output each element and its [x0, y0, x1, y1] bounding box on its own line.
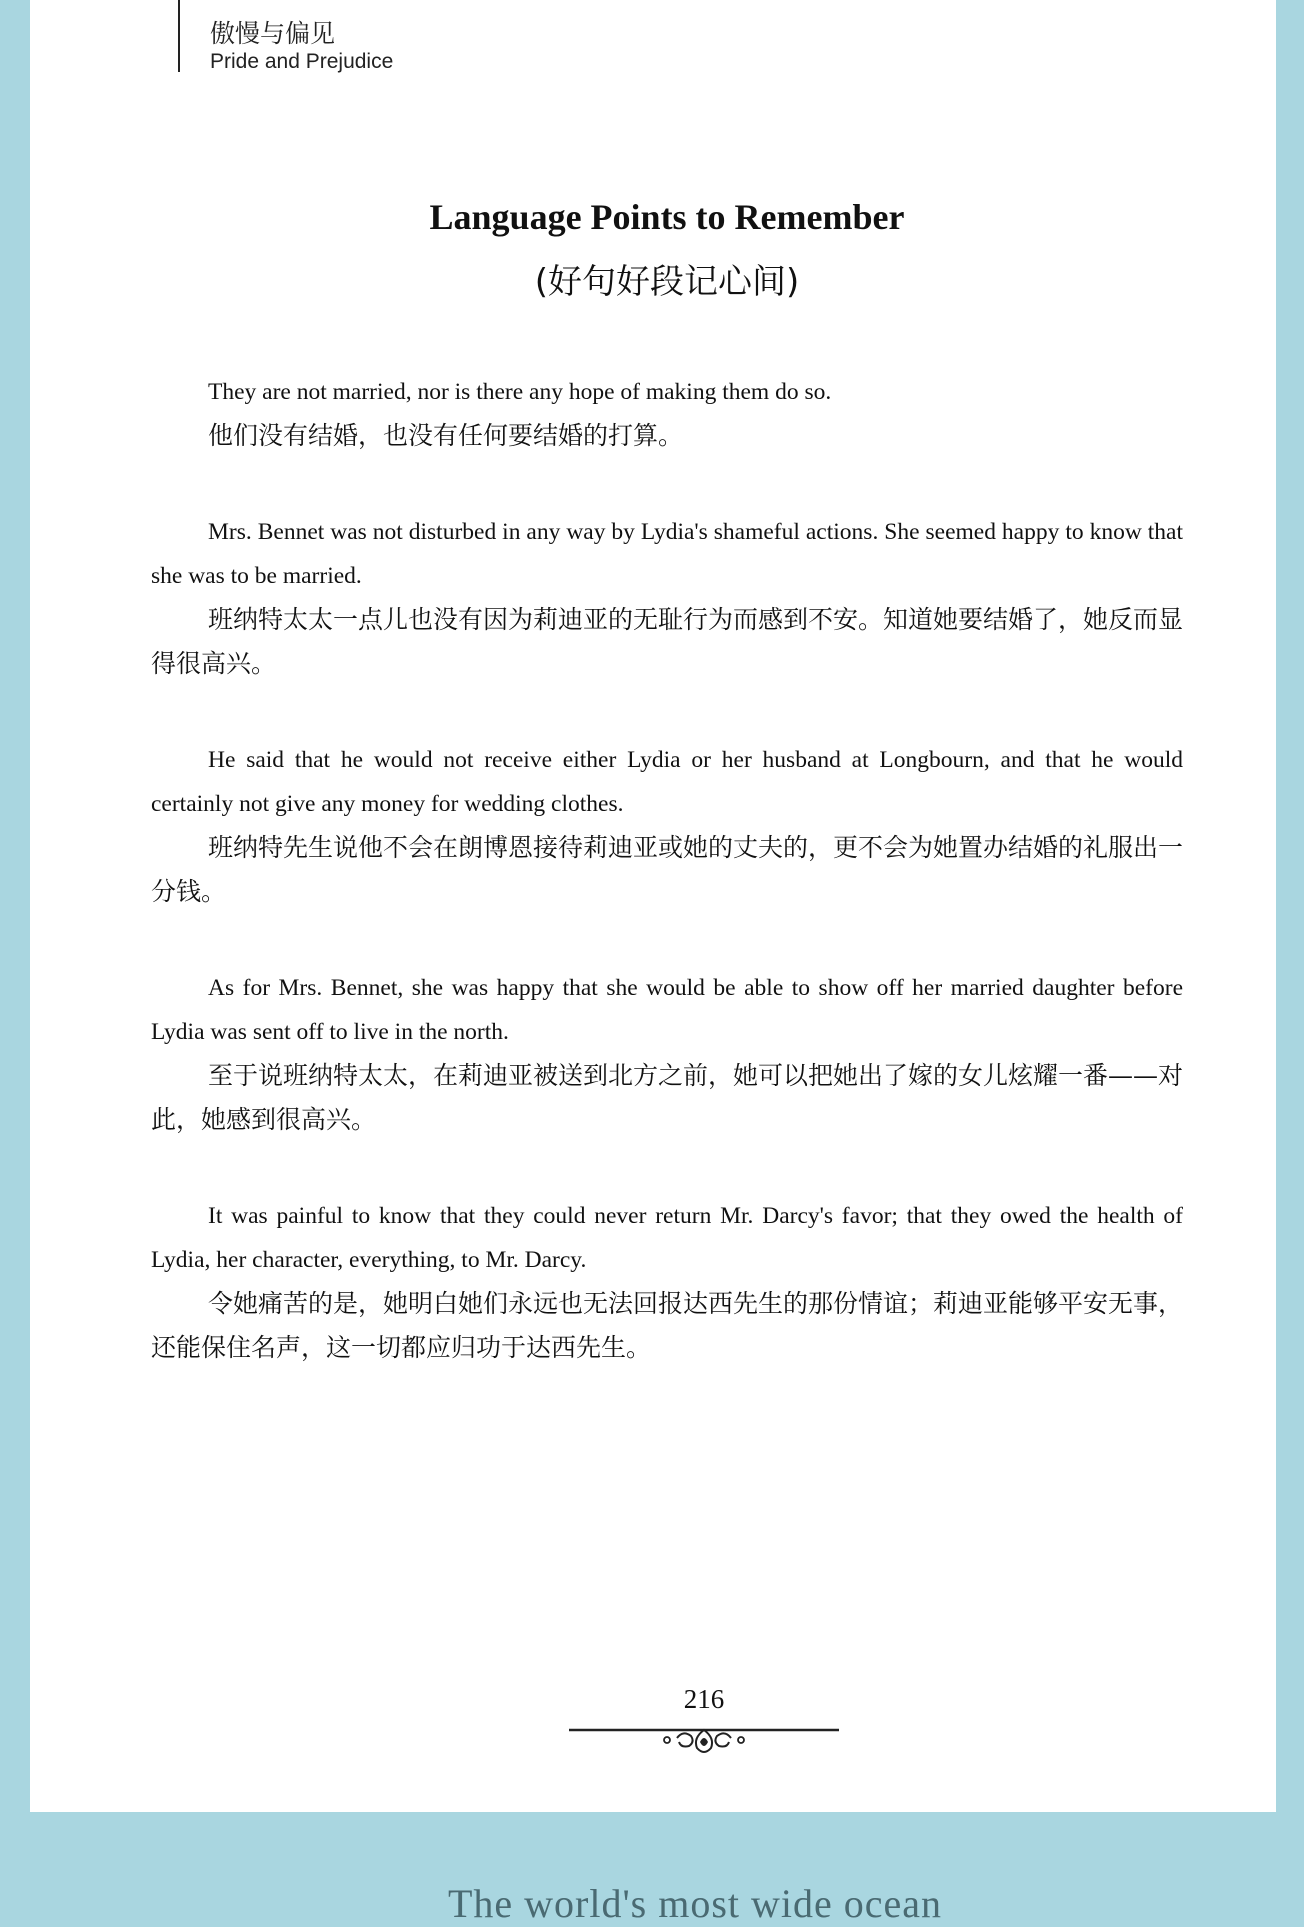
flourish-ornament-icon — [567, 1716, 841, 1756]
chinese-translation: 他们没有结婚，也没有任何要结婚的打算。 — [208, 421, 684, 450]
running-header-english: Pride and Prejudice — [210, 50, 394, 73]
chinese-translation: 令她痛苦的是，她明白她们永远也无法回报达西先生的那份情谊；莉迪亚能够平安无事，还能保住名声，这一切都应归功于达西先生。 — [151, 1289, 1184, 1362]
language-point-entry — [151, 1194, 1183, 1370]
language-points-list — [151, 370, 1183, 1422]
chinese-translation: 至于说班纳特太太，在莉迪亚被送到北方之前，她可以把她出了嫁的女儿炫耀一番——对此，她感到很高兴。 — [151, 1061, 1184, 1134]
english-sentence: He said that he would not receive either Lydia or her husband at Longbourn, and that he would certainly not give any money for wedding clothes. — [151, 747, 1183, 817]
language-point-entry — [151, 738, 1183, 914]
english-sentence: They are not married, nor is there any hope of making them do so. — [208, 379, 832, 405]
chinese-translation: 班纳特先生说他不会在朗博恩接待莉迪亚或她的丈夫的，更不会为她置办结婚的礼服出一分钱。 — [151, 833, 1184, 906]
section-subtitle: (好句好段记心间) — [534, 262, 800, 302]
language-point-entry — [151, 370, 1183, 458]
english-sentence: It was painful to know that they could never return Mr. Darcy's favor; that they owed the health of Lydia, her character, everything, to Mr. Darcy. — [151, 1203, 1183, 1273]
page-number: 216 — [683, 1684, 725, 1714]
header-rule — [178, 0, 180, 72]
footer-slogan: The world's most wide ocean — [447, 1881, 943, 1926]
chinese-translation: 班纳特太太一点儿也没有因为莉迪亚的无耻行为而感到不安。知道她要结婚了，她反而显得很高兴。 — [151, 605, 1184, 678]
section-title: Language Points to Remember — [429, 197, 905, 237]
english-sentence: As for Mrs. Bennet, she was happy that she would be able to show off her married daughter before Lydia was sent off to live in the north. — [151, 975, 1183, 1045]
running-header-chinese: 傲慢与偏见 — [210, 19, 336, 48]
language-point-entry — [151, 510, 1183, 686]
language-point-entry — [151, 966, 1183, 1142]
english-sentence: Mrs. Bennet was not disturbed in any way by Lydia's shameful actions. She seemed happy to know that she was to be married. — [151, 519, 1183, 589]
